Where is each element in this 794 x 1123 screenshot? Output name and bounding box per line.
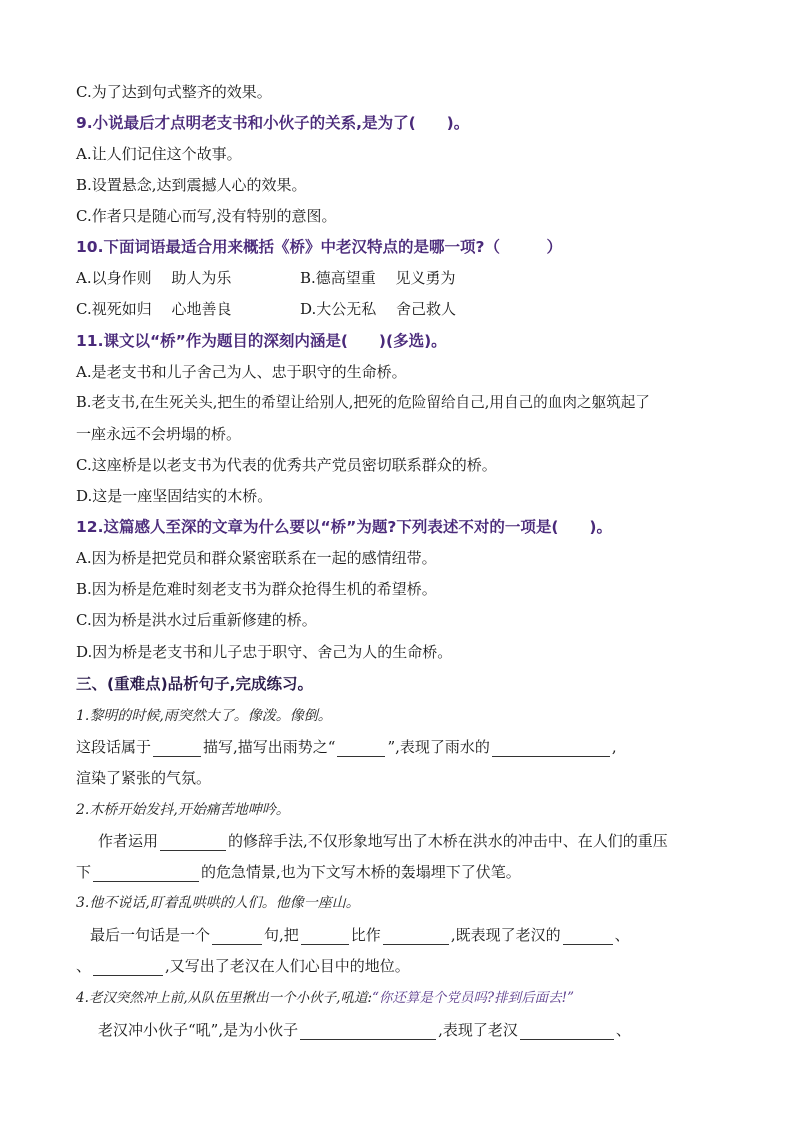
q9-option-b: B.设置悬念,达到震撼人心的效果。 [76,176,307,194]
text-fragment: 下 [76,863,92,881]
text-fragment: 最后一句话是一个 [90,926,211,944]
q10-option-d: D.大公无私 舍己救人 [300,300,457,318]
answer-blank[interactable] [160,834,226,851]
section-3-heading: 三、(重难点)品析句子,完成练习。 [76,675,314,693]
answer-blank[interactable] [93,959,163,976]
answer-blank[interactable] [383,928,449,945]
q12-option-a: A.因为桥是把党员和群众紧密联系在一起的感情纽带。 [76,549,437,567]
sentence-3-answer-line1 [76,925,726,945]
sentence-2-quote: 2.木桥开始发抖,开始痛苦地呻吟。 [76,802,290,818]
q9-option-c: C.作者只是随心而写,没有特别的意图。 [76,207,337,225]
text-fragment: ,表现了老汉 [438,1021,518,1039]
q10-option-c: C.视死如归 心地善良 [76,300,232,318]
sentence-3-answer-line2 [76,956,726,976]
text-fragment: 的危急情景,也为下文写木桥的轰塌埋下了伏笔。 [201,863,521,881]
q9-option-a: A.让人们记住这个故事。 [76,145,242,163]
q12-option-c: C.因为桥是洪水过后重新修建的桥。 [76,611,317,629]
q12-option-d: D.因为桥是老支书和儿子忠于职守、舍己为人的生命桥。 [76,643,453,661]
answer-blank[interactable] [492,740,610,757]
text-fragment: , [611,738,617,756]
text-fragment: ,又写出了老汉在人们心目中的地位。 [165,957,410,975]
question-12: 12.这篇感人至深的文章为什么要以“桥”为题?下列表述不对的一项是( )。 [76,518,612,536]
sentence-2-answer-line1 [76,831,726,851]
q8-option-c: C.为了达到句式整齐的效果。 [76,83,272,101]
answer-blank[interactable] [212,928,262,945]
sentence-4-answer-line1 [76,1020,726,1040]
text-fragment: 4.老汉突然冲上前,从队伍里揪出一个小伙子,吼道: [76,990,373,1006]
q10-options-ab [76,268,726,288]
text-fragment: 作者运用 [98,832,159,850]
sentence-1-quote: 1.黎明的时候,雨突然大了。像泼。像倒。 [76,708,332,724]
text-fragment: ”,表现了雨水的 [387,738,490,756]
text-fragment: 的修辞手法,不仅形象地写出了木桥在洪水的冲击中、在人们的重压 [228,832,668,850]
question-10: 10.下面词语最适合用来概括《桥》中老汉特点的是哪一项?（ ） [76,238,562,256]
text-fragment: 句,把 [264,926,299,944]
answer-blank[interactable] [520,1023,614,1040]
text-fragment: 老汉冲小伙子“吼”,是为小伙子 [98,1021,299,1039]
q10-options-cd [76,299,726,319]
text-fragment: 、 [76,957,92,975]
text-fragment: 这段话属于 [76,738,152,756]
q10-option-a: A.以身作则 助人为乐 [76,269,232,287]
answer-blank[interactable] [300,1023,436,1040]
sentence-1-answer-line2: 渲染了紧张的气氛。 [76,769,212,787]
text-fragment: ,既表现了老汉的 [450,926,561,944]
quoted-speech: “你还算是个党员吗?排到后面去!” [372,990,574,1006]
answer-blank[interactable] [337,740,385,757]
sentence-2-answer-line2 [76,862,726,882]
text-fragment: 比作 [350,926,381,944]
answer-blank[interactable] [563,928,613,945]
answer-blank[interactable] [301,928,349,945]
q11-option-b-line1: B.老支书,在生死关头,把生的希望让给别人,把死的危险留给自己,用自己的血肉之躯筑起了 [76,394,650,411]
q11-option-d: D.这是一座坚固结实的木桥。 [76,487,273,505]
sentence-4-quote [76,988,726,1008]
answer-blank[interactable] [93,865,199,882]
answer-blank[interactable] [153,740,201,757]
text-fragment: 、 [614,926,630,944]
q10-option-b: B.德高望重 见义勇为 [300,269,456,287]
text-fragment: 、 [615,1021,631,1039]
sentence-3-quote: 3.他不说话,盯着乱哄哄的人们。他像一座山。 [76,895,360,911]
text-fragment: 描写,描写出雨势之“ [203,738,336,756]
question-11: 11.课文以“桥”作为题目的深刻内涵是( )(多选)。 [76,332,447,350]
q12-option-b: B.因为桥是危难时刻老支书为群众抢得生机的希望桥。 [76,580,437,598]
question-9: 9.小说最后才点明老支书和小伙子的关系,是为了( )。 [76,114,470,132]
q11-option-a: A.是老支书和儿子舍己为人、忠于职守的生命桥。 [76,363,407,381]
q11-option-c: C.这座桥是以老支书为代表的优秀共产党员密切联系群众的桥。 [76,456,497,474]
q11-option-b-line2: 一座永远不会坍塌的桥。 [76,425,242,443]
sentence-1-answer-line1 [76,737,726,757]
